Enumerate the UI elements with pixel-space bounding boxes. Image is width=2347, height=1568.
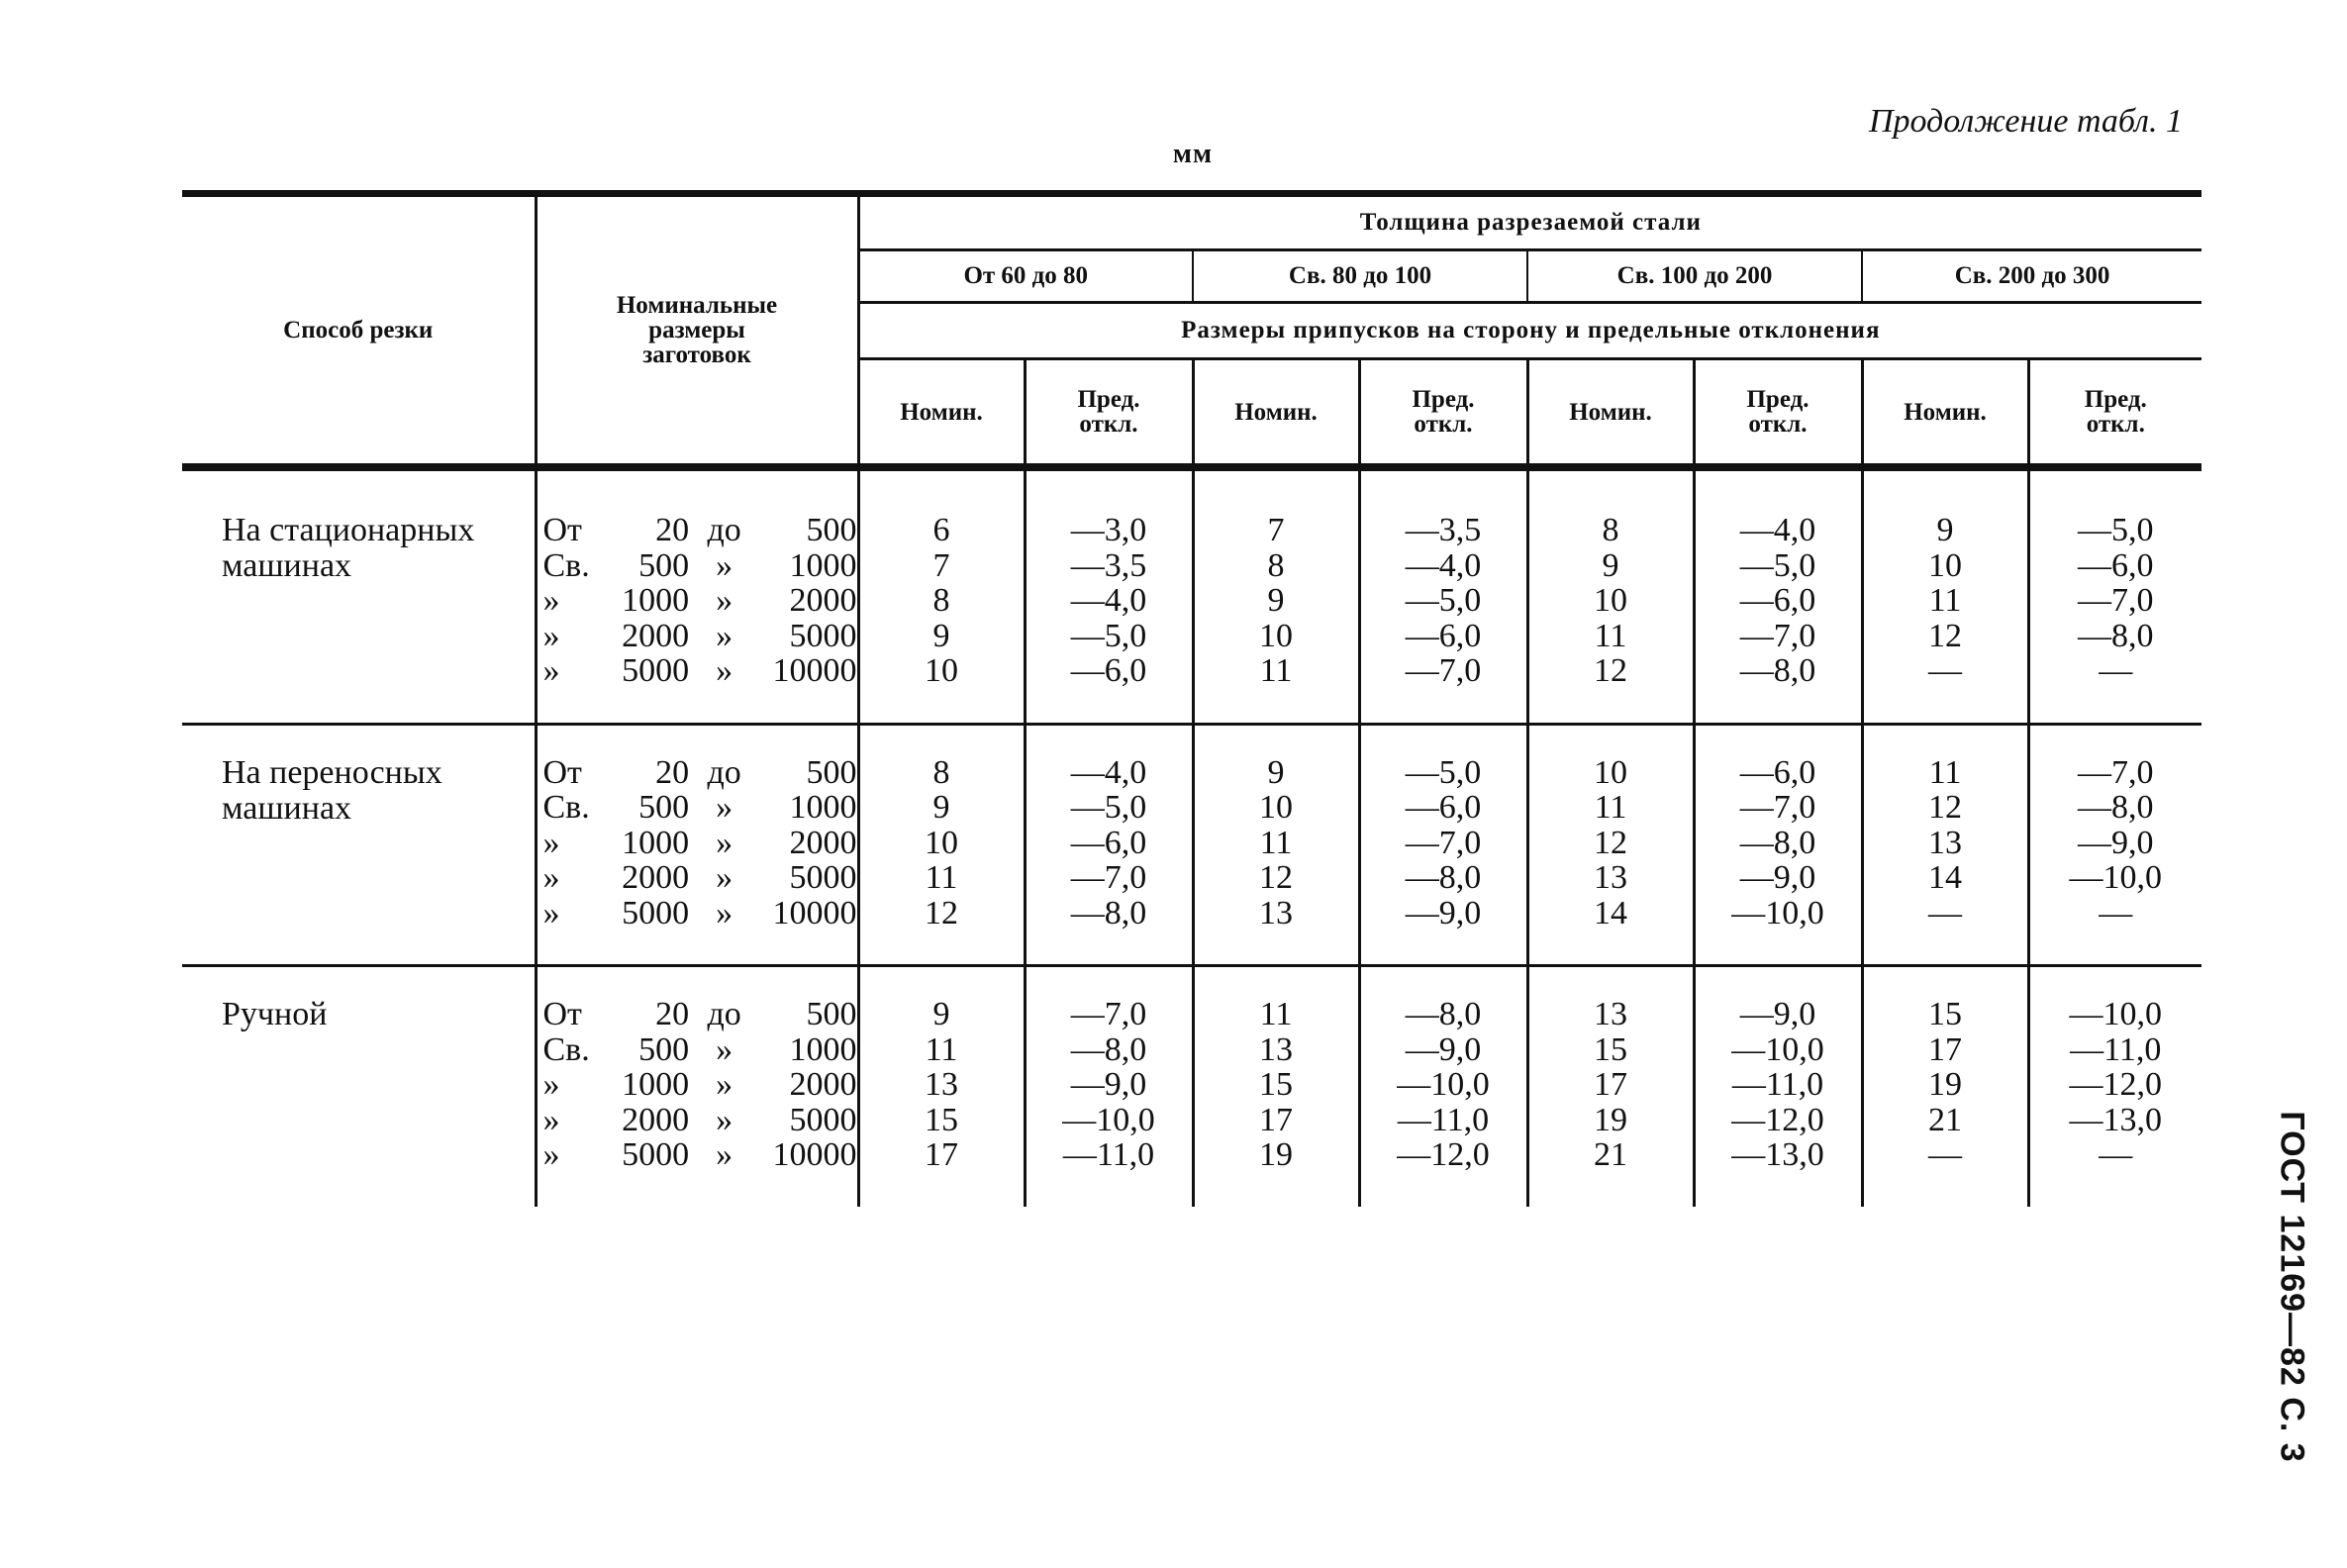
body-spacer [182, 467, 2201, 483]
size-range-part: 500 [806, 753, 857, 791]
document-side-label: ГОСТ 12169—82 С. 3 [2273, 1111, 2311, 1463]
nominal-value: 13 [1259, 1030, 1293, 1068]
nominal-value: 11 [1594, 789, 1627, 826]
nominal-value: 9 [932, 996, 950, 1032]
nominal-cell [1527, 724, 1694, 966]
nominal-value: 13 [1594, 996, 1627, 1032]
deviation-cell [1025, 966, 1193, 1207]
size-range-part: 5000 [622, 894, 690, 931]
size-range-line [538, 1032, 857, 1068]
nominal-value: — [1928, 1136, 1962, 1173]
size-range-part: 20 [655, 996, 690, 1032]
sizes-cell [536, 724, 858, 966]
nominal-value: 9 [932, 789, 950, 826]
size-range-part: » [716, 652, 733, 689]
header-range-3: Св. 100 до 200 [1527, 250, 1862, 303]
header-thickness: Толщина разрезаемой стали [858, 194, 2201, 250]
size-range-part: 10000 [772, 894, 857, 931]
header-dev-label: Пред. откл. [1077, 386, 1140, 438]
deviation-value: —7,0 [1405, 652, 1482, 689]
size-range-part: 2000 [789, 824, 857, 861]
nominal-cell [1527, 966, 1694, 1207]
nominal-value: 10 [1594, 753, 1627, 791]
nominal-value: 13 [1928, 824, 1962, 861]
size-range-line [538, 513, 857, 548]
deviation-cell [2028, 724, 2201, 966]
size-range-part: От [542, 996, 582, 1032]
nominal-cell [1193, 483, 1359, 724]
size-range-part: 10000 [772, 652, 857, 689]
size-range-part: 500 [806, 512, 857, 548]
nominal-value: 15 [925, 1101, 958, 1138]
deviation-cell [1359, 966, 1527, 1207]
nominal-value: 13 [1594, 859, 1627, 896]
nominal-value: 17 [925, 1136, 958, 1173]
deviation-value: —7,0 [1070, 996, 1147, 1032]
nominal-cell [1862, 483, 2028, 724]
nominal-value: 10 [1594, 582, 1627, 619]
size-range-part: 5000 [789, 617, 857, 654]
size-range-part: до [707, 996, 741, 1032]
size-range-line [538, 997, 857, 1032]
nominal-value: 10 [925, 824, 958, 861]
nominal-value: — [1928, 894, 1962, 931]
header-method: Способ резки [182, 194, 536, 468]
size-range-part: 2000 [622, 617, 690, 654]
size-range-part: » [716, 789, 733, 826]
method-cell [182, 483, 536, 724]
nominal-value: 17 [1928, 1030, 1962, 1068]
nominal-value: 10 [1259, 617, 1293, 654]
size-range-part: Св. [542, 789, 590, 826]
size-range-line [538, 583, 857, 619]
size-range-part: 500 [638, 789, 690, 826]
deviation-cell [1694, 724, 1862, 966]
deviation-value: —7,0 [1739, 789, 1816, 826]
size-range-line [538, 790, 857, 826]
deviation-value: —9,0 [1739, 996, 1816, 1032]
spacer-cell [182, 467, 536, 483]
size-range-part: » [716, 894, 733, 931]
deviation-value: —4,0 [1739, 512, 1816, 548]
method-label: На переносных машинах [222, 753, 442, 827]
nominal-value: 19 [1928, 1066, 1962, 1103]
header-nom-2: Номин. [1193, 359, 1359, 468]
header-nom-3: Номин. [1527, 359, 1694, 468]
size-range-part: От [542, 753, 582, 791]
size-range-part: 5000 [622, 652, 690, 689]
deviation-cell [1025, 483, 1193, 724]
deviation-value: —6,0 [1070, 824, 1147, 861]
deviation-value: —8,0 [1405, 859, 1482, 896]
nominal-value: 11 [925, 1030, 958, 1068]
deviation-cell [1359, 483, 1527, 724]
header-dev-4 [2028, 359, 2201, 468]
nominal-value: 13 [925, 1066, 958, 1103]
size-range-line [538, 619, 857, 654]
deviation-value: —4,0 [1405, 546, 1482, 584]
header-range-4: Св. 200 до 300 [1862, 250, 2201, 303]
size-range-part: » [542, 1066, 560, 1103]
deviation-value: —5,0 [1070, 789, 1147, 826]
deviation-cell [2028, 483, 2201, 724]
nominal-value: 12 [1928, 617, 1962, 654]
units-label: мм [1172, 139, 1214, 169]
size-range-part: » [542, 1101, 560, 1138]
method-label: Ручной [222, 996, 328, 1032]
size-range-part: 5000 [789, 859, 857, 896]
header-dev-1 [1025, 359, 1193, 468]
nominal-cell [858, 966, 1025, 1207]
size-range-part: » [542, 617, 560, 654]
deviation-value: —8,0 [1405, 996, 1482, 1032]
size-range-part: 20 [655, 512, 690, 548]
deviation-value: —11,0 [2070, 1030, 2162, 1068]
method-cell [182, 724, 536, 966]
deviation-cell [1694, 966, 1862, 1207]
deviation-value: —6,0 [1070, 652, 1147, 689]
nominal-value: 12 [1594, 652, 1627, 689]
deviation-value: —9,0 [1739, 859, 1816, 896]
size-range-part: » [716, 1030, 733, 1068]
spacer-cell [858, 467, 1025, 483]
size-range-part: 500 [638, 1030, 690, 1068]
nominal-value: 15 [1928, 996, 1962, 1032]
spacer-cell [2028, 467, 2201, 483]
deviation-value: — [2099, 1136, 2133, 1173]
deviation-value: —8,0 [1739, 652, 1816, 689]
deviation-value: —6,0 [1405, 789, 1482, 826]
nominal-value: — [1928, 652, 1962, 689]
size-range-line [538, 860, 857, 896]
deviation-value: —13,0 [2069, 1101, 2163, 1138]
size-range-part: 500 [638, 546, 690, 584]
deviation-value: —8,0 [1070, 1030, 1147, 1068]
size-range-line [538, 896, 857, 931]
deviation-cell [2028, 966, 2201, 1207]
nominal-cell [1862, 724, 2028, 966]
size-range-part: 1000 [789, 789, 857, 826]
nominal-value: 8 [932, 753, 950, 791]
deviation-value: —8,0 [2078, 789, 2154, 826]
deviation-value: —11,0 [1397, 1101, 1490, 1138]
table-continuation-caption: Продолжение табл. 1 [1868, 103, 2183, 140]
size-range-part: 10000 [772, 1136, 857, 1173]
deviation-value: —13,0 [1731, 1136, 1824, 1173]
nominal-value: 12 [1928, 789, 1962, 826]
method-label: На стационарных машинах [222, 512, 475, 584]
header-dev-label: Пред. откл. [2084, 386, 2147, 438]
nominal-cell [1862, 966, 2028, 1207]
deviation-value: —7,0 [2078, 753, 2154, 791]
header-dev-label: Пред. откл. [1412, 386, 1475, 438]
allowances-table [182, 190, 2201, 1207]
deviation-value: —8,0 [1070, 894, 1147, 931]
deviation-value: —9,0 [2078, 824, 2154, 861]
deviation-value: —3,5 [1070, 546, 1147, 584]
size-range-part: » [716, 617, 733, 654]
size-range-part: 1000 [789, 546, 857, 584]
deviation-value: —6,0 [2078, 546, 2154, 584]
size-range-part: » [542, 859, 560, 896]
deviation-value: —12,0 [2069, 1066, 2163, 1103]
size-range-part: 1000 [622, 824, 690, 861]
size-range-part: » [542, 582, 560, 619]
nominal-value: 11 [1259, 652, 1293, 689]
size-range-part: 1000 [622, 582, 690, 619]
deviation-value: —5,0 [2078, 512, 2154, 548]
nominal-value: 10 [1259, 789, 1293, 826]
size-range-part: 1000 [622, 1066, 690, 1103]
deviation-value: —6,0 [1739, 753, 1816, 791]
size-range-line [538, 1137, 857, 1173]
nominal-value: 6 [932, 512, 950, 548]
size-range-part: 20 [655, 753, 690, 791]
deviation-value: —11,0 [1062, 1136, 1155, 1173]
nominal-value: 11 [1928, 753, 1962, 791]
nominal-value: 8 [932, 582, 950, 619]
size-range-part: 500 [806, 996, 857, 1032]
deviation-value: —9,0 [1070, 1066, 1147, 1103]
header-dev-3 [1694, 359, 1862, 468]
size-range-line [538, 1103, 857, 1138]
deviation-value: —7,0 [1405, 824, 1482, 861]
size-range-part: 2000 [622, 859, 690, 896]
size-range-part: Св. [542, 546, 590, 584]
spacer-cell [1025, 467, 1193, 483]
deviation-value: —12,0 [1731, 1101, 1824, 1138]
table-row [182, 966, 2201, 1207]
nominal-value: 17 [1259, 1101, 1293, 1138]
header-allowances: Размеры припусков на сторону и предельные отклонения [858, 303, 2201, 359]
nominal-value: 9 [1936, 512, 1954, 548]
size-range-part: » [542, 894, 560, 931]
deviation-value: —10,0 [1062, 1101, 1155, 1138]
size-range-part: 2000 [789, 1066, 857, 1103]
table-body [182, 467, 2201, 1207]
deviation-value: —5,0 [1405, 753, 1482, 791]
size-range-part: » [716, 1136, 733, 1173]
nominal-value: 8 [1267, 546, 1285, 584]
nominal-value: 8 [1602, 512, 1619, 548]
size-range-part: » [716, 824, 733, 861]
deviation-value: —3,5 [1405, 512, 1482, 548]
nominal-value: 10 [1928, 546, 1962, 584]
table-row [182, 483, 2201, 724]
nominal-value: 12 [925, 894, 958, 931]
size-range-part: 2000 [789, 582, 857, 619]
deviation-value: —9,0 [1405, 1030, 1482, 1068]
spacer-cell [1862, 467, 2028, 483]
nominal-value: 9 [1267, 753, 1285, 791]
header-sizes [536, 194, 858, 468]
header-nom-1: Номин. [858, 359, 1025, 468]
deviation-value: —5,0 [1405, 582, 1482, 619]
size-range-part: 5000 [789, 1101, 857, 1138]
nominal-value: 15 [1594, 1030, 1627, 1068]
size-range-part: » [716, 582, 733, 619]
header-nom-4: Номин. [1862, 359, 2028, 468]
header-dev-label: Пред. откл. [1746, 386, 1809, 438]
size-range-line [538, 548, 857, 584]
spacer-cell [1193, 467, 1359, 483]
size-range-line [538, 1067, 857, 1103]
spacer-cell [1527, 467, 1694, 483]
nominal-value: 11 [1928, 582, 1962, 619]
size-range-part: до [707, 753, 741, 791]
deviation-value: —7,0 [1070, 859, 1147, 896]
deviation-value: —12,0 [1397, 1136, 1490, 1173]
deviation-value: — [2099, 652, 2133, 689]
nominal-value: 14 [1594, 894, 1627, 931]
deviation-value: —10,0 [1731, 894, 1824, 931]
spacer-cell [1359, 467, 1527, 483]
size-range-part: 2000 [622, 1101, 690, 1138]
deviation-value: —3,0 [1070, 512, 1147, 548]
deviation-cell [1359, 724, 1527, 966]
size-range-part: 1000 [789, 1030, 857, 1068]
nominal-cell [858, 724, 1025, 966]
nominal-value: 9 [1267, 582, 1285, 619]
size-range-part: » [542, 652, 560, 689]
nominal-value: 9 [1602, 546, 1619, 584]
nominal-value: 19 [1259, 1136, 1293, 1173]
deviation-value: —11,0 [1731, 1066, 1824, 1103]
sizes-cell [536, 966, 858, 1207]
nominal-value: 11 [925, 859, 958, 896]
size-range-part: Св. [542, 1030, 590, 1068]
deviation-cell [1025, 724, 1193, 966]
deviation-value: —5,0 [1739, 546, 1816, 584]
deviation-cell [1694, 483, 1862, 724]
method-cell [182, 966, 536, 1207]
nominal-cell [1527, 483, 1694, 724]
size-range-line [538, 755, 857, 791]
nominal-value: 11 [1259, 996, 1293, 1032]
deviation-value: —6,0 [1405, 617, 1482, 654]
size-range-part: От [542, 512, 582, 548]
deviation-value: —7,0 [2078, 582, 2154, 619]
deviation-value: —4,0 [1070, 753, 1147, 791]
header-range-1: От 60 до 80 [858, 250, 1193, 303]
deviation-value: — [2099, 894, 2133, 931]
deviation-value: —9,0 [1405, 894, 1482, 931]
table-row [182, 724, 2201, 966]
deviation-value: —10,0 [1397, 1066, 1490, 1103]
size-range-part: » [716, 1066, 733, 1103]
header-dev-2 [1359, 359, 1527, 468]
size-range-part: » [716, 1101, 733, 1138]
nominal-value: 21 [1594, 1136, 1627, 1173]
deviation-value: —7,0 [1739, 617, 1816, 654]
deviation-value: —8,0 [2078, 617, 2154, 654]
deviation-value: —10,0 [2069, 859, 2163, 896]
nominal-value: 11 [1594, 617, 1627, 654]
deviation-value: —8,0 [1739, 824, 1816, 861]
spacer-cell [536, 467, 858, 483]
nominal-cell [858, 483, 1025, 724]
size-range-part: » [716, 859, 733, 896]
nominal-value: 7 [932, 546, 950, 584]
nominal-value: 12 [1259, 859, 1293, 896]
nominal-value: 17 [1594, 1066, 1627, 1103]
size-range-part: » [716, 546, 733, 584]
deviation-value: —10,0 [2069, 996, 2163, 1032]
nominal-value: 7 [1267, 512, 1285, 548]
deviation-value: —4,0 [1070, 582, 1147, 619]
nominal-value: 21 [1928, 1101, 1962, 1138]
nominal-value: 15 [1259, 1066, 1293, 1103]
nominal-value: 11 [1259, 824, 1293, 861]
nominal-value: 13 [1259, 894, 1293, 931]
deviation-value: —5,0 [1070, 617, 1147, 654]
size-range-part: » [542, 824, 560, 861]
nominal-value: 12 [1594, 824, 1627, 861]
spacer-cell [1694, 467, 1862, 483]
sizes-cell [536, 483, 858, 724]
nominal-value: 10 [925, 652, 958, 689]
deviation-value: —6,0 [1739, 582, 1816, 619]
header-range-2: Св. 80 до 100 [1193, 250, 1527, 303]
nominal-value: 19 [1594, 1101, 1627, 1138]
size-range-part: » [542, 1136, 560, 1173]
nominal-cell [1193, 724, 1359, 966]
nominal-value: 14 [1928, 859, 1962, 896]
size-range-part: до [707, 512, 741, 548]
nominal-cell [1193, 966, 1359, 1207]
size-range-part: 5000 [622, 1136, 690, 1173]
size-range-line [538, 653, 857, 689]
deviation-value: —10,0 [1731, 1030, 1824, 1068]
size-range-line [538, 826, 857, 861]
nominal-value: 9 [932, 617, 950, 654]
header-sizes-label: Номинальные размеры заготовок [616, 292, 778, 368]
